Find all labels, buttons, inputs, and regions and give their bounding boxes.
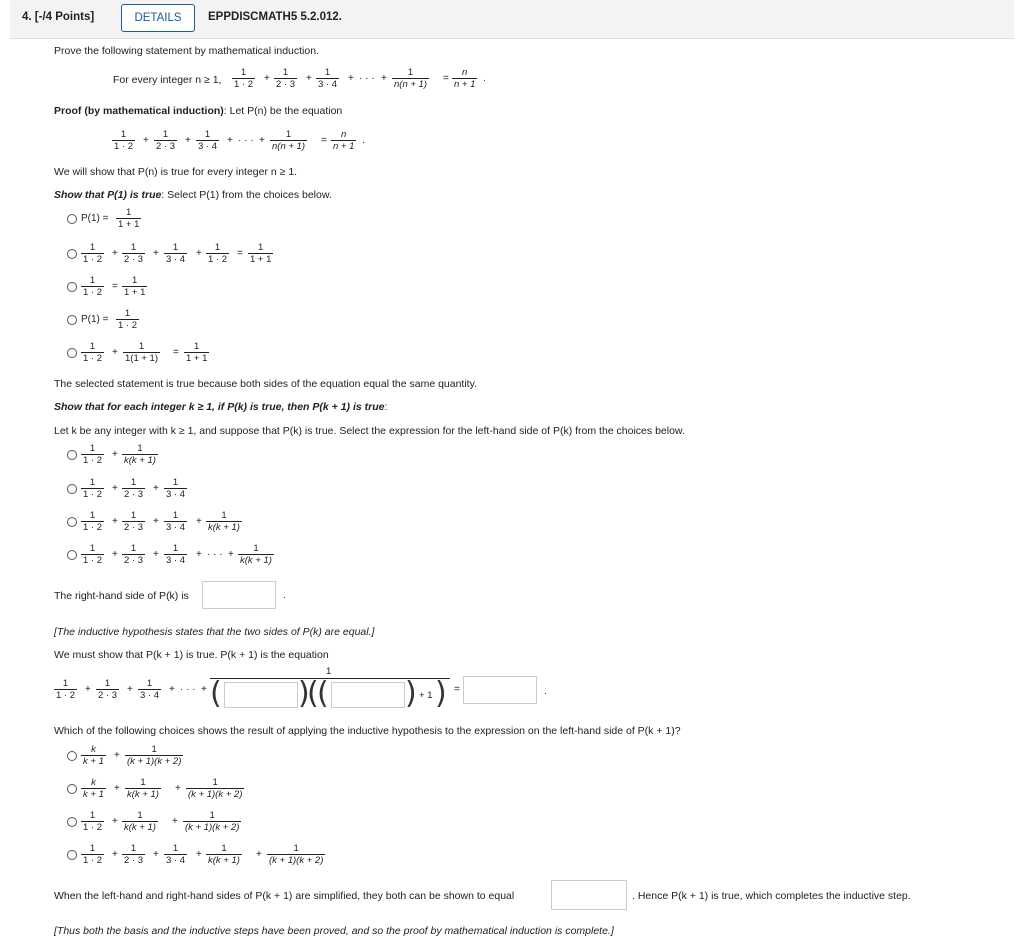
fraction: $\frac{1}{1(1 + 1)}$ xyxy=(125,341,159,364)
fraction: $\frac{1}{1 \cdot 2}$ xyxy=(83,341,103,364)
fraction: $\frac{1}{1 \cdot 2}$ xyxy=(83,543,103,566)
plus-sign: + xyxy=(172,816,178,827)
fraction: $\frac{1}{1 \cdot 2}$ xyxy=(118,308,138,331)
basis-conclusion: The selected statement is true because both sides of the equation equal the same quantity. xyxy=(54,378,477,390)
plus-sign: + xyxy=(153,483,159,494)
plus-sign: + xyxy=(153,549,159,560)
fraction: $\frac{1}{1 + 1}$ xyxy=(118,207,140,230)
fraction: $\frac{n}{n + 1}$ xyxy=(333,129,355,152)
plus-sign: + xyxy=(112,849,118,860)
fraction: $\frac{1}{1 + 1}$ xyxy=(124,275,146,298)
plus-sign: + xyxy=(114,750,120,761)
equals-sign: = xyxy=(454,684,460,695)
which-choice-text: Which of the following choices shows the result of applying the inductive hypothesis to the expression on the left-hand side of P(k + 1)? xyxy=(54,725,681,737)
radio-basis-3[interactable] xyxy=(67,282,77,292)
radio-basis-2[interactable] xyxy=(67,249,77,259)
fraction: $\frac{1}{3 \cdot 4}$ xyxy=(318,67,338,90)
radio-lhs-1[interactable] xyxy=(67,450,77,460)
inductive-line: Show that for each integer k ≥ 1, if P(k) is true, then P(k + 1) is true: xyxy=(54,401,388,413)
radio-lhs-2[interactable] xyxy=(67,484,77,494)
pk1-rhs-input[interactable] xyxy=(463,676,537,704)
question-number: 4. [-/4 Points] xyxy=(22,11,95,23)
fraction: $\frac{1}{3 \cdot 4}$ xyxy=(166,543,186,566)
plus-sign: + xyxy=(153,849,159,860)
let-k-text: Let k be any integer with k ≥ 1, and suppose that P(k) is true. Select the expression for the left-hand side of P(k) from the choices below. xyxy=(54,425,685,437)
fraction: $\frac{1}{3 \cdot 4}$ xyxy=(140,678,160,701)
plus-sign: + xyxy=(381,73,387,84)
numerator-one: 1 xyxy=(326,666,332,677)
fraction: $\frac{1}{1 \cdot 2}$ xyxy=(114,129,134,152)
intro-text: Prove the following statement by mathematical induction. xyxy=(54,45,319,57)
fraction: $\frac{1}{1 \cdot 2}$ xyxy=(234,67,254,90)
radio-basis-1[interactable] xyxy=(67,214,77,224)
fraction: $\frac{1}{1 \cdot 2}$ xyxy=(83,443,103,466)
plus-sign: + xyxy=(348,73,354,84)
rhs-pk-input[interactable] xyxy=(202,581,276,609)
plus-sign: + xyxy=(112,347,118,358)
plus-sign: + xyxy=(112,816,118,827)
plus-sign: + xyxy=(196,516,202,527)
plus-sign: + xyxy=(153,248,159,259)
plus-sign: + xyxy=(175,783,181,794)
right-paren: ) xyxy=(405,676,417,711)
p1-label: P(1) = xyxy=(81,213,109,224)
fraction: $\frac{1}{2 \cdot 3}$ xyxy=(124,843,144,866)
fraction: $\frac{1}{1 \cdot 2}$ xyxy=(83,810,103,833)
plus-sign: + xyxy=(85,684,91,695)
fraction: $\frac{1}{2 \cdot 3}$ xyxy=(156,129,176,152)
final-note: [Thus both the basis and the inductive steps have been proved, and so the proof by mathematical induction is complete.] xyxy=(54,925,614,937)
radio-lhs-3[interactable] xyxy=(67,517,77,527)
plus-sign: + xyxy=(169,684,175,695)
period: . xyxy=(362,135,365,146)
fraction: $\frac{1}{1 + 1}$ xyxy=(250,242,272,265)
fraction: $\frac{1}{3 \cdot 4}$ xyxy=(198,129,218,152)
fraction: $\frac{1}{2 \cdot 3}$ xyxy=(124,510,144,533)
radio-basis-4[interactable] xyxy=(67,315,77,325)
statement-prefix: For every integer n ≥ 1, xyxy=(113,74,222,86)
plus-sign: + xyxy=(185,135,191,146)
plus-sign: + xyxy=(112,549,118,560)
equals-sign: = xyxy=(443,73,449,84)
radio-basis-5[interactable] xyxy=(67,348,77,358)
left-paren: ( xyxy=(210,676,222,711)
radio-apply-2[interactable] xyxy=(67,784,77,794)
fraction: $\frac{1}{3 \cdot 4}$ xyxy=(166,510,186,533)
plus-sign: + xyxy=(256,849,262,860)
p1-label: P(1) = xyxy=(81,314,109,325)
fraction: $\frac{k}{k + 1}$ xyxy=(83,777,104,800)
fraction: $\frac{1}{(k + 1)(k + 2)}$ xyxy=(269,843,324,866)
fraction: $\frac{1}{2 \cdot 3}$ xyxy=(124,543,144,566)
fraction: $\frac{1}{n(n + 1)}$ xyxy=(394,67,428,90)
plus-sign: + xyxy=(259,135,265,146)
radio-apply-1[interactable] xyxy=(67,751,77,761)
fraction: $\frac{1}{3 \cdot 4}$ xyxy=(166,477,186,500)
fraction: $\frac{1}{1 \cdot 2}$ xyxy=(83,843,103,866)
fraction: $\frac{1}{n(n + 1)}$ xyxy=(272,129,306,152)
fraction: $\frac{1}{(k + 1)(k + 2)}$ xyxy=(127,744,182,767)
ellipsis: · · · xyxy=(180,684,196,695)
period: . xyxy=(483,73,486,84)
fraction: $\frac{1}{2 \cdot 3}$ xyxy=(124,477,144,500)
plus-sign: + xyxy=(196,849,202,860)
fraction: $\frac{1}{1 + 1}$ xyxy=(186,341,208,364)
simplified-prefix: When the left-hand and right-hand sides of P(k + 1) are simplified, they both can be shown to equal xyxy=(54,890,515,902)
fraction: $\frac{1}{(k + 1)(k + 2)}$ xyxy=(188,777,243,800)
fraction: $\frac{1}{1 \cdot 2}$ xyxy=(83,477,103,500)
fraction: $\frac{1}{1 \cdot 2}$ xyxy=(56,678,76,701)
equals-sign: = xyxy=(112,281,118,292)
equals-sign: = xyxy=(237,248,243,259)
plus-sign: + xyxy=(143,135,149,146)
equals-sign: = xyxy=(173,347,179,358)
fraction: $\frac{k}{k + 1}$ xyxy=(83,744,104,767)
fraction: $\frac{1}{k(k + 1)}$ xyxy=(124,443,156,466)
hypothesis-note: [The inductive hypothesis states that the two sides of P(k) are equal.] xyxy=(54,626,375,638)
plus-sign: + xyxy=(112,449,118,460)
fraction: $\frac{1}{k(k + 1)}$ xyxy=(240,543,272,566)
fraction: $\frac{1}{1 \cdot 2}$ xyxy=(83,242,103,265)
fraction: $\frac{n}{n + 1}$ xyxy=(454,67,476,90)
fraction: $\frac{1}{k(k + 1)}$ xyxy=(208,510,240,533)
plus-sign: + xyxy=(196,549,202,560)
fraction: $\frac{1}{3 \cdot 4}$ xyxy=(166,242,186,265)
plus-sign: + xyxy=(114,783,120,794)
fraction: $\frac{1}{(k + 1)(k + 2)}$ xyxy=(185,810,240,833)
plus-sign: + xyxy=(306,73,312,84)
fraction: $\frac{1}{k(k + 1)}$ xyxy=(208,843,240,866)
plus-sign: + xyxy=(112,516,118,527)
plus-sign: + xyxy=(112,248,118,259)
plus-sign: + xyxy=(201,684,207,695)
radio-apply-4[interactable] xyxy=(67,850,77,860)
period: . xyxy=(283,590,286,601)
plus-sign: + xyxy=(264,73,270,84)
will-show-text: We will show that P(n) is true for every integer n ≥ 1. xyxy=(54,166,298,178)
plus-sign: + xyxy=(196,248,202,259)
radio-lhs-4[interactable] xyxy=(67,550,77,560)
equals-sign: = xyxy=(321,135,327,146)
proof-line: Proof (by mathematical induction): Let P(n) be the equation xyxy=(54,105,343,117)
plus-sign: + xyxy=(153,516,159,527)
left-paren: ( xyxy=(307,676,319,711)
fraction: $\frac{1}{k(k + 1)}$ xyxy=(127,777,159,800)
fraction: $\frac{1}{2 \cdot 3}$ xyxy=(124,242,144,265)
fraction: $\frac{1}{2 \cdot 3}$ xyxy=(98,678,118,701)
left-paren: ( xyxy=(317,676,329,711)
ellipsis: · · · xyxy=(238,135,254,146)
fraction: $\frac{1}{2 \cdot 3}$ xyxy=(276,67,296,90)
radio-apply-3[interactable] xyxy=(67,817,77,827)
fraction: $\frac{1}{3 \cdot 4}$ xyxy=(166,843,186,866)
must-show-text: We must show that P(k + 1) is true. P(k + 1) is the equation xyxy=(54,649,329,661)
plus-sign: + xyxy=(227,135,233,146)
plus-sign: + xyxy=(127,684,133,695)
ellipsis: · · · xyxy=(359,73,375,84)
right-paren: ) xyxy=(298,676,310,711)
simplified-input[interactable] xyxy=(551,880,627,910)
plus-sign: + xyxy=(228,549,234,560)
details-button[interactable]: DETAILS xyxy=(121,4,195,32)
pk1-input-2[interactable] xyxy=(331,682,405,708)
fraction: $\frac{1}{1 \cdot 2}$ xyxy=(83,275,103,298)
rhs-pk-text: The right-hand side of P(k) is xyxy=(54,590,189,602)
right-paren: ) xyxy=(435,676,447,711)
simplified-suffix: . Hence P(k + 1) is true, which completes the inductive step. xyxy=(632,890,911,902)
pk1-input-1[interactable] xyxy=(224,682,298,708)
period: . xyxy=(544,686,547,697)
basis-line: Show that P(1) is true: Select P(1) from the choices below. xyxy=(54,189,332,201)
problem-code: EPPDISCMATH5 5.2.012. xyxy=(208,11,343,23)
fraction: $\frac{1}{k(k + 1)}$ xyxy=(124,810,156,833)
ellipsis: · · · xyxy=(207,549,223,560)
fraction: $\frac{1}{1 \cdot 2}$ xyxy=(208,242,228,265)
plus-one: + 1 xyxy=(419,690,433,701)
question-header xyxy=(10,0,1014,39)
plus-sign: + xyxy=(112,483,118,494)
fraction: $\frac{1}{1 \cdot 2}$ xyxy=(83,510,103,533)
